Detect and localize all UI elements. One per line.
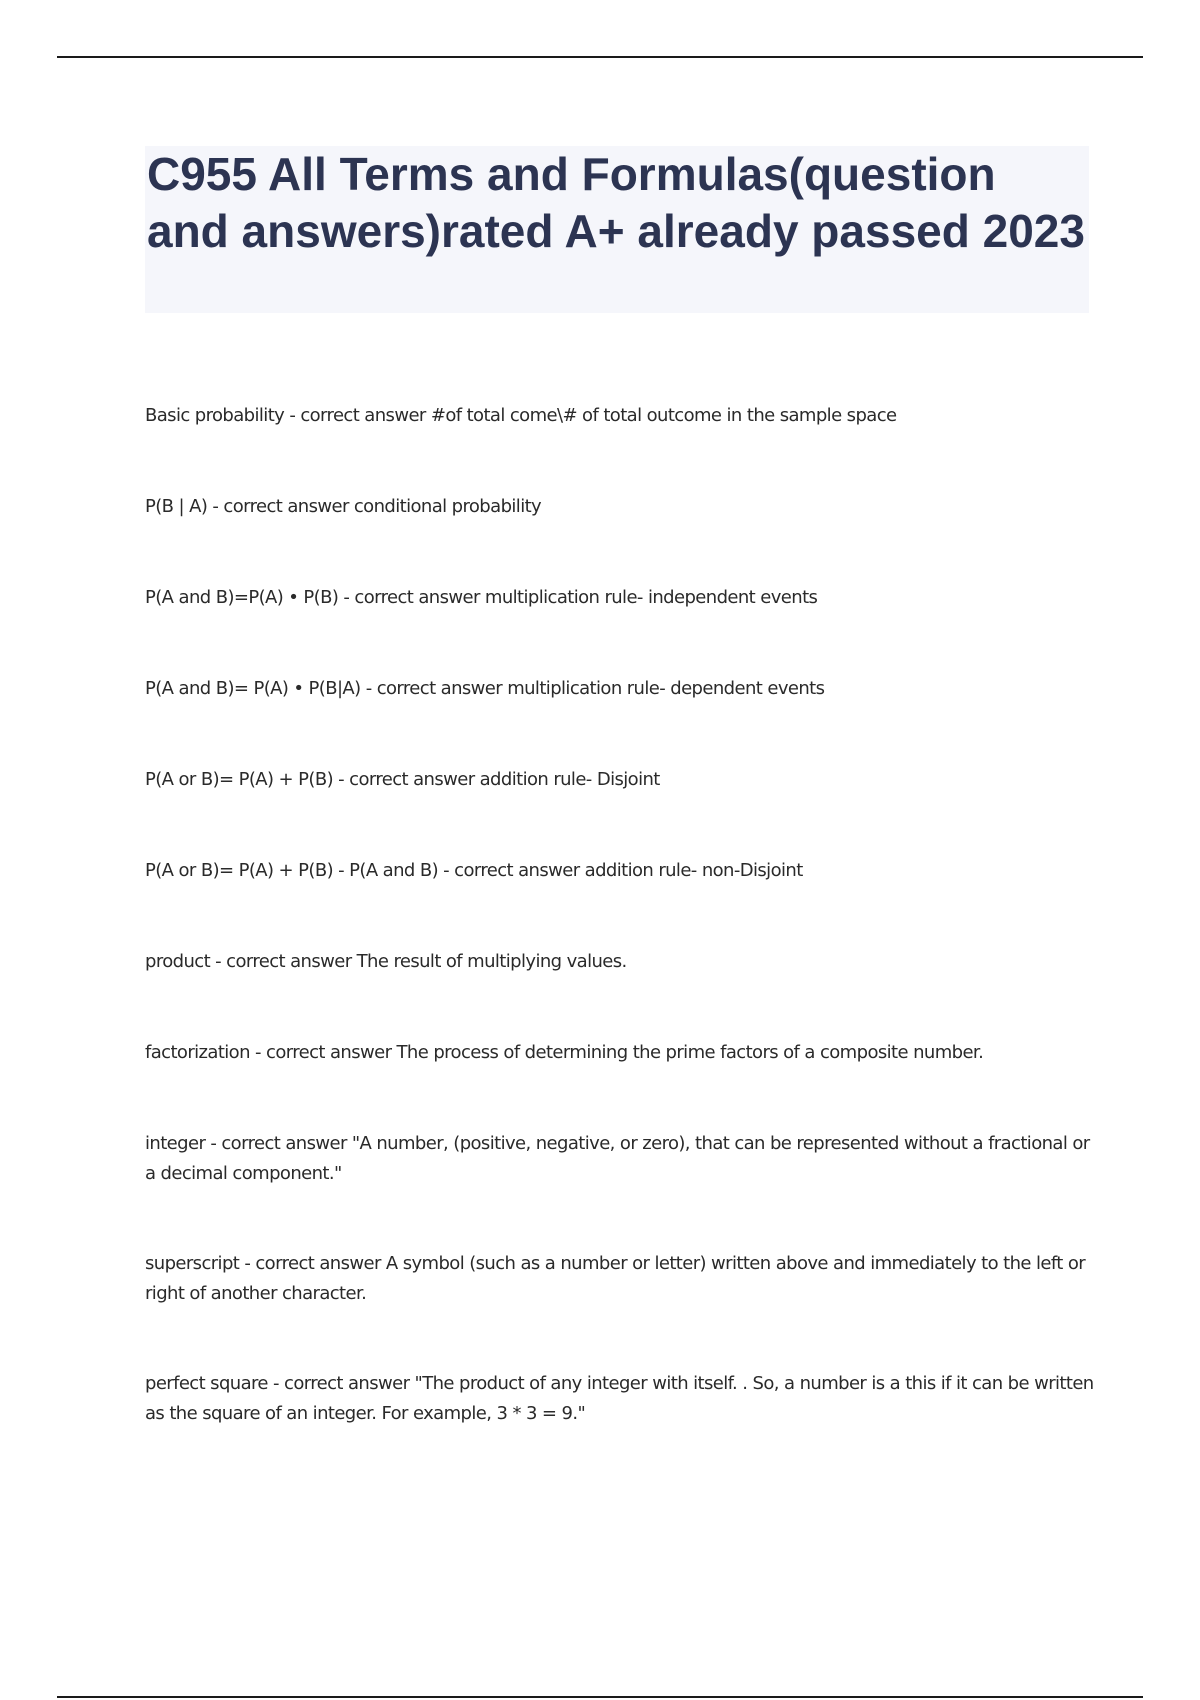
entry-multiplication-dependent: P(A and B)= P(A) • P(B|A) - correct answer multiplication rule- dependent events [145,678,825,699]
top-divider [57,56,1143,58]
entry-basic-probability: Basic probability - correct answer #of total come\# of total outcome in the sample space [145,405,897,426]
entry-integer: integer - correct answer "A number, (positive, negative, or zero), that can be represented without a fractional or a decimal component." [145,1133,1090,1184]
entry-addition-disjoint: P(A or B)= P(A) + P(B) - correct answer addition rule- Disjoint [145,769,660,790]
entry-factorization: factorization - correct answer The process of determining the prime factors of a composite number. [145,1042,984,1063]
entry-conditional-probability: P(B | A) - correct answer conditional probability [145,496,542,517]
entry-perfect-square: perfect square - correct answer "The product of any integer with itself. . So, a number is a this if it can be written as the square of an integer. For example, 3 * 3 = 9." [145,1373,1094,1424]
entry-multiplication-independent: P(A and B)=P(A) • P(B) - correct answer multiplication rule- independent events [145,587,818,608]
entry-superscript: superscript - correct answer A symbol (such as a number or letter) written above and immediately to the left or right of another character. [145,1253,1086,1304]
bottom-divider [57,1696,1143,1698]
document-title: C955 All Terms and Formulas(question and answers)rated A+ already passed 2023 [147,148,1085,257]
title-block [145,146,1089,313]
entry-addition-non-disjoint: P(A or B)= P(A) + P(B) - P(A and B) - correct answer addition rule- non-Disjoint [145,860,803,881]
entry-product: product - correct answer The result of multiplying values. [145,951,627,972]
